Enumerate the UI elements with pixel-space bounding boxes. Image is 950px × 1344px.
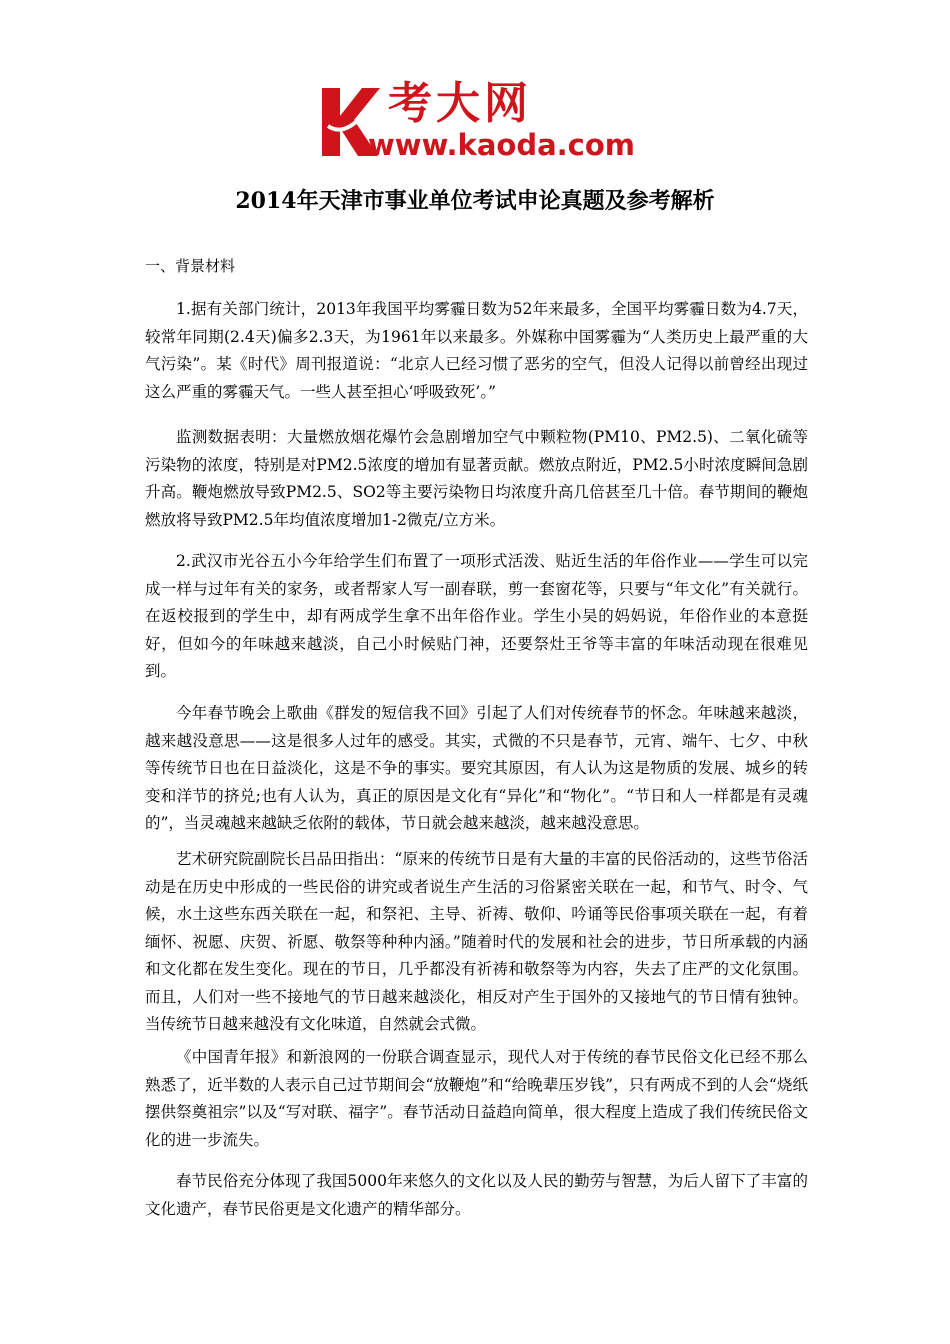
paragraph: 《中国青年报》和新浪网的一份联合调查显示，现代人对于传统的春节民俗文化已经不那么熟悉了，近半数的人表示自己过节期间会“放鞭炮”和“给晚辈压岁钱”，只有两成不到的人会“烧纸摆供祭奠祖宗”以及“写对联、福字”。春节活动日益趋向简单，很大程度上造成了我们传统民俗文化的进一步流失。	[145, 1048, 808, 1149]
document-title: 2014年天津市事业单位考试申论真题及参考解析	[235, 188, 715, 214]
logo-brand-text: 考大网	[388, 78, 532, 129]
paragraph: 艺术研究院副院长吕品田指出：“原来的传统节日是有大量的丰富的民俗活动的，这些节俗活动是在历史中形成的一些民俗的讲究或者说生产生活的习俗紧密关联在一起，和节气、时令、气候，水土这些东西关联在一起，和祭祀、主导、祈祷、敬仰、吟诵等民俗事项关联在一起，有着缅怀、祝愿、庆贺、祈愿、敬祭等种种内涵。”随着时代的发展和社会的进步，节日所承载的内涵和文化都在发生变化。现在的节日，几乎都没有祈祷和敬祭等为内容，失去了庄严的文化氛围。而且，人们对一些不接地气的节日越来越淡化，相反对产生于国外的又接地气的节日情有独钟。当传统节日越来越没有文化味道，自然就会式微。	[145, 850, 808, 1033]
logo-url-text: www.kaoda.com	[368, 128, 635, 162]
paragraph: 春节民俗充分体现了我国5000年来悠久的文化以及人民的勤劳与智慧，为后人留下了丰富的文化遗产，春节民俗更是文化遗产的精华部分。	[145, 1172, 808, 1218]
paragraph: 监测数据表明：大量燃放烟花爆竹会急剧增加空气中颗粒物(PM10、PM2.5)、二氧化硫等污染物的浓度，特别是对PM2.5浓度的增加有显著贡献。燃放点附近，PM2.5小时浓度瞬间急剧升高。鞭炮燃放导致PM2.5、SO2等主要污染物日均浓度升高几倍甚至几十倍。春节期间的鞭炮燃放将导致PM2.5年均值浓度增加1-2微克/立方米。	[145, 428, 808, 529]
paragraph: 1.据有关部门统计，2013年我国平均雾霾日数为52年来最多，全国平均雾霾日数为4.7天，较常年同期(2.4天)偏多2.3天，为1961年以来最多。外媒称中国雾霾为“人类历史上最严重的大气污染”。某《时代》周刊报道说：“北京人已经习惯了恶劣的空气，但没人记得以前曾经出现过这么严重的雾霾天气。一些人甚至担心‘呼吸致死’。”	[145, 300, 808, 401]
paragraph: 2.武汉市光谷五小今年给学生们布置了一项形式活泼、贴近生活的年俗作业——学生可以完成一样与过年有关的家务，或者帮家人写一副春联，剪一套窗花等，只要与“年文化”有关就行。在返校报到的学生中，却有两成学生拿不出年俗作业。学生小吴的妈妈说，年俗作业的本意挺好，但如今的年味越来越淡，自己小时候贴门神，还要祭灶王爷等丰富的年味活动现在很难见到。	[145, 552, 808, 680]
section-heading: 一、背景材料	[145, 257, 236, 275]
paragraph: 今年春节晚会上歌曲《群发的短信我不回》引起了人们对传统春节的怀念。年味越来越淡，越来越没意思——这是很多人过年的感受。其实，式微的不只是春节，元宵、端午、七夕、中秋等传统节日也在日益淡化，这是不争的事实。要究其原因，有人认为这是物质的发展、城乡的转变和洋节的挤兑;也有人认为，真正的原因是文化有“异化”和“物化”。“节日和人一样都是有灵魂的”，当灵魂越来越缺乏依附的载体，节日就会越来越淡，越来越没意思。	[145, 704, 808, 832]
kaoda-logo[interactable]	[318, 78, 638, 162]
